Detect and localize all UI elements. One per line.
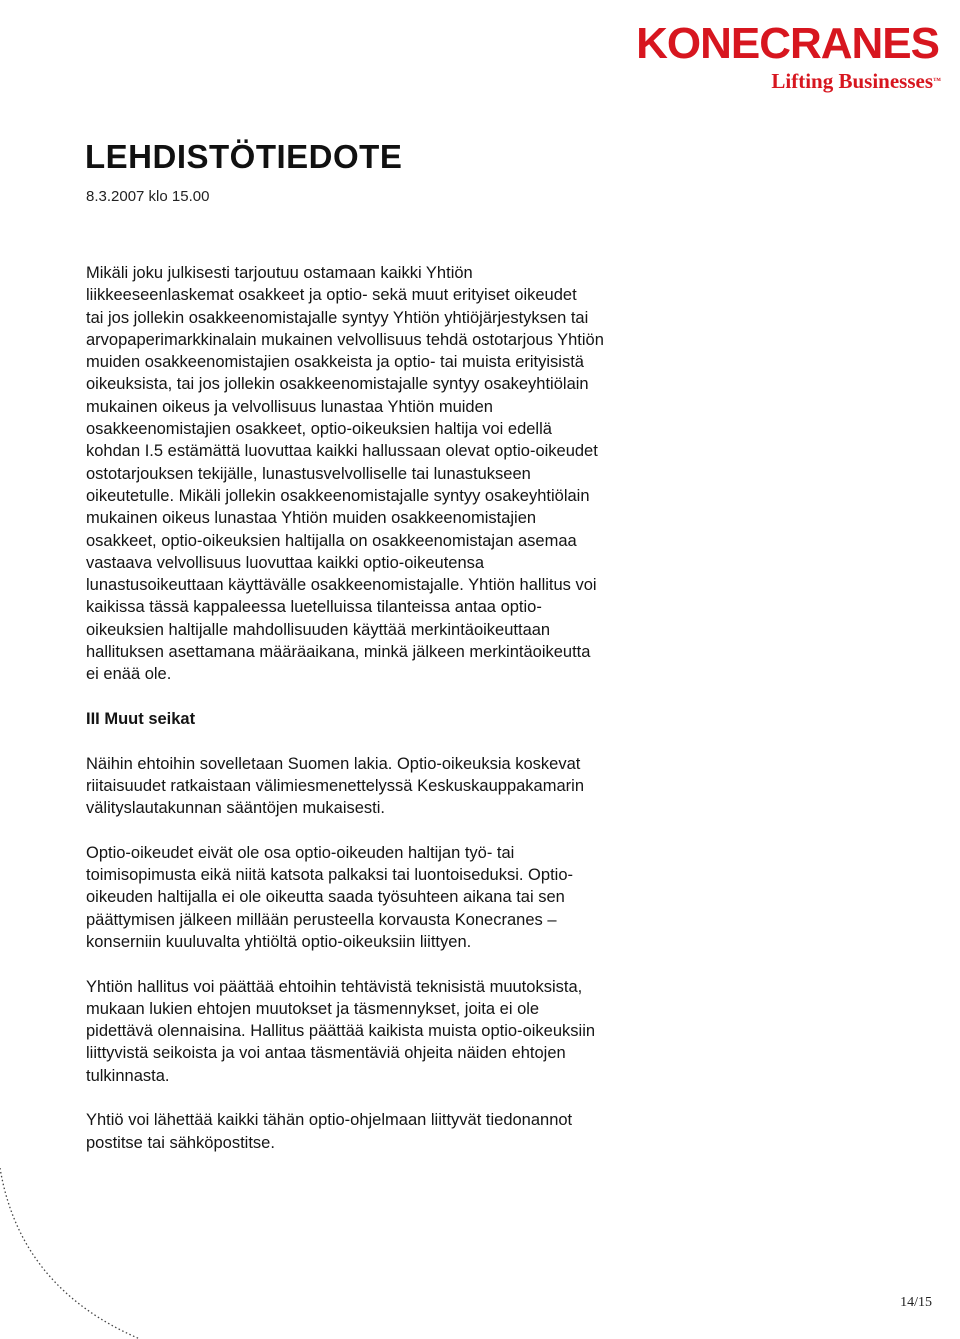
- body-paragraph: [86, 1109, 706, 1154]
- text-line: oikeutetulle. Mikäli jollekin osakkeenomistajalle syntyy osakeyhtiölain: [86, 486, 590, 505]
- text-line: riitaisuudet ratkaistaan välimiesmenettelyssä Keskuskauppakamarin: [86, 776, 584, 795]
- text-line: postitse tai sähköpostitse.: [86, 1133, 275, 1152]
- body-paragraph: [86, 976, 706, 1087]
- text-line: päättymisen jälkeen millään perusteella korvausta Konecranes –: [86, 910, 557, 929]
- text-line: oikeuksista, tai jos jollekin osakkeenomistajalle syntyy osakeyhtiölain: [86, 375, 589, 394]
- text-line: kohdan I.5 estämättä luovuttaa kaikki hallussaan olevat optio-oikeudet: [86, 442, 598, 461]
- page-number: 14/15: [900, 1295, 932, 1310]
- text-line: hallituksen asettamana määräaikana, minkä jälkeen merkintäoikeutta: [86, 643, 591, 662]
- text-line: tulkinnasta.: [86, 1066, 170, 1085]
- text-line: III Muut seikat: [86, 709, 196, 728]
- text-line: ostotarjouksen tekijälle, lunastusvelvolliselle tai lunastukseen: [86, 464, 531, 483]
- text-line: mukainen oikeus lunastaa Yhtiön muiden osakkeenomistajien: [86, 509, 537, 528]
- document-body: [86, 262, 706, 1176]
- body-paragraph: [86, 262, 706, 686]
- logo-wordmark: KONECRANES: [636, 19, 939, 68]
- text-line: mukaan lukien ehtojen muutokset ja täsmennykset, joita ei ole: [86, 999, 540, 1018]
- release-date: 8.3.2007 klo 15.00: [86, 188, 210, 205]
- text-line: Mikäli joku julkisesti tarjoutuu ostamaan kaikki Yhtiön: [86, 264, 473, 282]
- text-line: ei enää ole.: [86, 665, 172, 684]
- text-line: muiden osakkeenomistajien osakkeista ja optio- tai muista erityisistä: [86, 353, 584, 372]
- section-heading: [86, 708, 706, 730]
- konecranes-logo: [593, 19, 945, 94]
- text-line: oikeuden haltijalla ei ole oikeutta saada työsuhteen aikana tai sen: [86, 888, 565, 907]
- text-line: Yhtiö voi lähettää kaikki tähän optio-ohjelmaan liittyvät tiedonannot: [86, 1111, 573, 1130]
- text-line: konserniin kuuluvalta yhtiöltä optio-oikeuksiin liittyen.: [86, 932, 472, 951]
- text-line: osakkeenomistajien osakkeet, optio-oikeuksien haltija voi edellä: [86, 420, 552, 439]
- text-line: pidettävä olennaisina. Hallitus päättää kaikista muista optio-oikeuksiin: [86, 1022, 596, 1041]
- text-line: Yhtiön hallitus voi päättää ehtoihin tehtävistä teknisistä muutoksista,: [86, 977, 583, 996]
- page-title: LEHDISTÖTIEDOTE: [85, 138, 403, 175]
- text-line: arvopaperimarkkinalain mukainen velvollisuus tehdä ostotarjous Yhtiön: [86, 330, 604, 349]
- text-line: Näihin ehtoihin sovelletaan Suomen lakia. Optio-oikeuksia koskevat: [86, 754, 581, 773]
- text-line: Optio-oikeudet eivät ole osa optio-oikeuden haltijan työ- tai: [86, 843, 515, 862]
- text-line: lunastusoikeuttaan käyttävälle osakkeenomistajalle. Yhtiön hallitus voi: [86, 576, 597, 595]
- text-line: liittyvistä seikoista ja voi antaa täsmentäviä ohjeita näiden ehtojen: [86, 1044, 566, 1063]
- text-line: välityslautakunnan sääntöjen mukaisesti.: [86, 799, 386, 818]
- decorative-dotted-curve: [0, 1168, 140, 1339]
- text-line: liikkeeseenlaskemat osakkeet ja optio- sekä muut erityiset oikeudet: [86, 286, 577, 305]
- body-paragraph: [86, 753, 706, 820]
- text-line: kaikissa tässä kappaleessa luetelluissa tilanteissa antaa optio-: [86, 598, 542, 617]
- text-line: osakkeet, optio-oikeuksien haltijalla on osakkeenomistajan asemaa: [86, 531, 577, 550]
- text-line: toimisopimusta eikä niitä katsota palkaksi tai luontoiseduksi. Optio-: [86, 866, 573, 885]
- logo-tagline: Lifting Businesses™: [771, 69, 941, 93]
- text-line: mukainen oikeus ja velvollisuus lunastaa Yhtiön muiden: [86, 397, 493, 416]
- body-paragraph: [86, 842, 706, 953]
- text-line: tai jos jollekin osakkeenomistajalle syntyy Yhtiön yhtiöjärjestyksen tai: [86, 308, 589, 327]
- text-line: vastaava velvollisuus luovuttaa kaikki optio-oikeutensa: [86, 553, 485, 572]
- text-line: oikeuksien haltijalle mahdollisuuden käyttää merkintäoikeuttaan: [86, 620, 551, 639]
